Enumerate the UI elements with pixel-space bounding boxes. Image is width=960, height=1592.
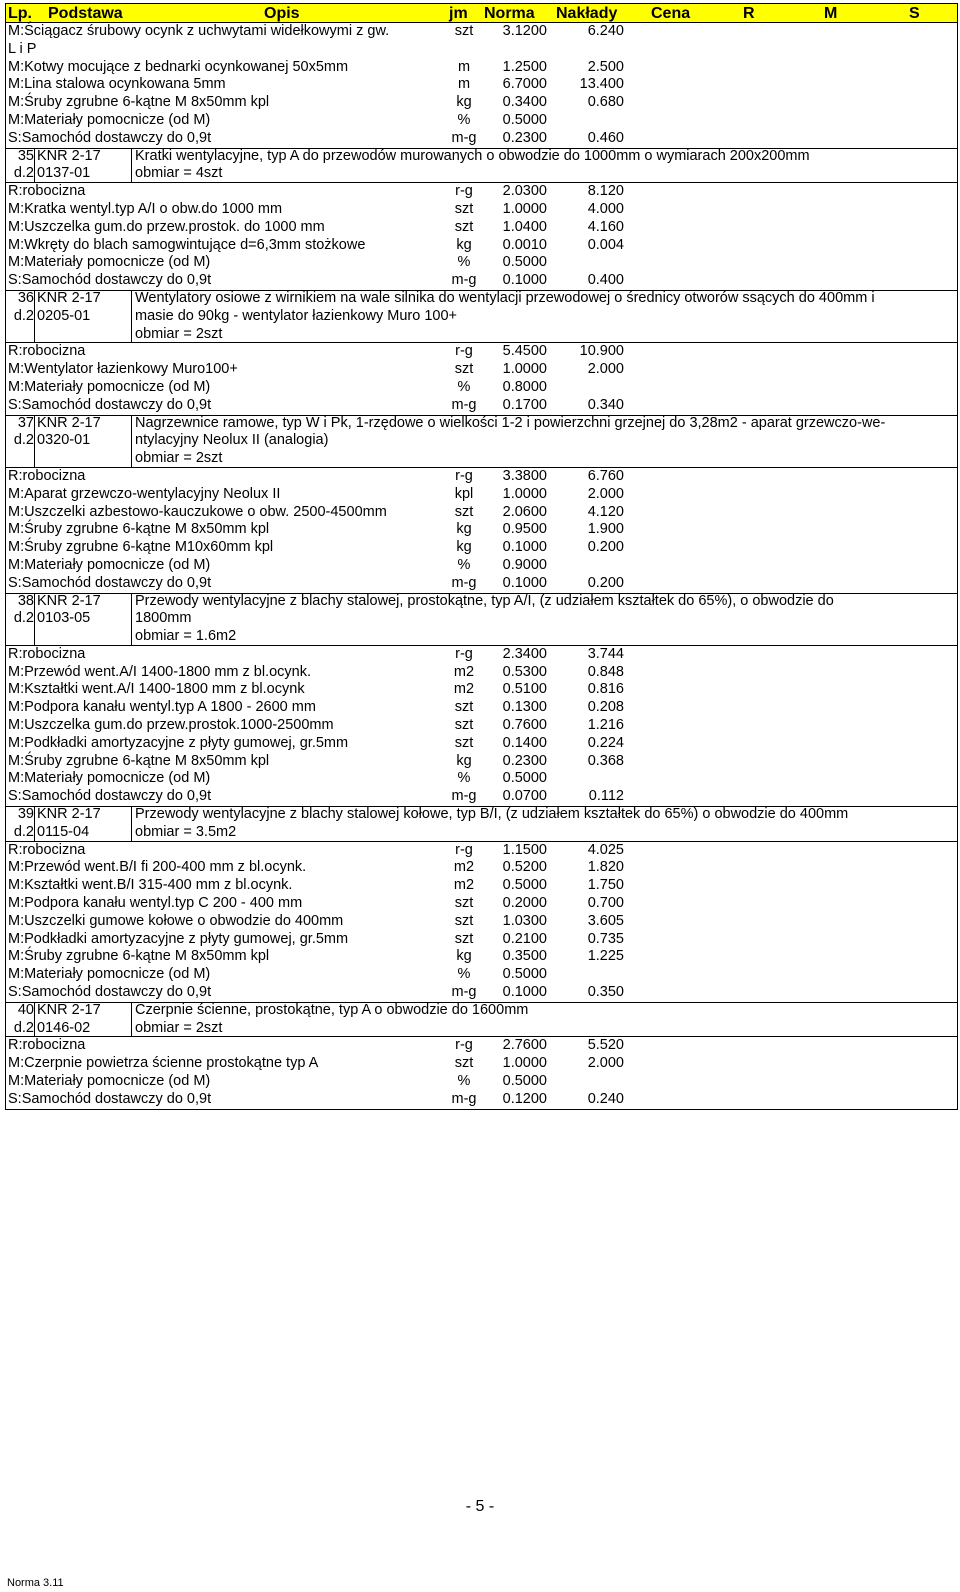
row-description: M:Materiały pomocnicze (od M) [8, 111, 211, 128]
row-expenditure: 4.160 [587, 218, 624, 235]
row-description: M:Materiały pomocnicze (od M) [8, 254, 211, 271]
position-divider [34, 148, 35, 184]
row-norm: 1.0400 [502, 218, 547, 235]
row-norm: 0.3400 [502, 94, 547, 111]
table-row [6, 931, 957, 949]
row-norm: 2.3400 [502, 645, 547, 662]
row-unit: m2 [453, 877, 475, 894]
position-divider [34, 1002, 35, 1038]
table-row [6, 770, 957, 788]
page-number: - 5 - [465, 1498, 495, 1515]
row-norm: 0.1400 [502, 734, 547, 751]
position-description: Kratki wentylacyjne, typ A do przewodów murowanych o obwodzie do 1000mm o wymiarach 200x200mm [135, 147, 810, 164]
quantity-measurement: obmiar = 4szt [135, 165, 223, 182]
position-description: Czerpnie ścienne, prostokątne, typ A o obwodzie do 1600mm [135, 1001, 529, 1018]
row-expenditure: 3.744 [587, 645, 624, 662]
row-norm: 0.3500 [502, 948, 547, 965]
row-expenditure: 13.400 [579, 76, 624, 93]
table-row [6, 1073, 957, 1091]
row-description: M:Wentylator łazienkowy Muro100+ [8, 361, 238, 378]
table-row [6, 237, 957, 255]
row-expenditure: 0.340 [587, 396, 624, 413]
row-expenditure: 0.224 [587, 734, 624, 751]
position-number: 39 [17, 806, 34, 823]
row-expenditure: 0.460 [587, 129, 624, 146]
position-block [6, 806, 957, 842]
position-description: 1800mm [135, 610, 192, 627]
table-row [6, 717, 957, 735]
row-norm: 0.5000 [502, 877, 547, 894]
table-row [6, 112, 957, 130]
row-norm: 0.5000 [502, 111, 547, 128]
position-suffix: d.2 [13, 307, 34, 324]
row-description: R:robocizna [8, 467, 86, 484]
row-norm: 0.8000 [502, 378, 547, 395]
table-row [6, 859, 957, 877]
row-description: M:Uszczelki azbestowo-kauczukowe o obw. 2500-4500mm [8, 503, 387, 520]
row-description: M:Śruby zgrubne 6-kątne M 8x50mm kpl [8, 521, 270, 538]
quantity-measurement: obmiar = 2szt [135, 450, 223, 467]
table-row [6, 130, 957, 148]
position-block [6, 148, 957, 184]
row-norm: 0.2000 [502, 895, 547, 912]
row-unit: kpl [454, 485, 474, 502]
position-basis: KNR 2-17 [37, 806, 101, 823]
row-norm: 0.2300 [502, 129, 547, 146]
row-expenditure: 0.004 [587, 236, 624, 253]
table-row [6, 539, 957, 557]
row-unit: szt [454, 699, 474, 716]
row-unit: m-g [451, 574, 477, 591]
row-norm: 1.0300 [502, 912, 547, 929]
row-norm: 0.1000 [502, 272, 547, 289]
row-description: M:Przewód went.A/I 1400-1800 mm z bl.ocynk. [8, 663, 312, 680]
row-expenditure: 0.735 [587, 930, 624, 947]
table-row [6, 468, 957, 486]
cost-estimate-page [5, 3, 958, 1110]
row-expenditure: 2.000 [587, 485, 624, 502]
row-description: M:Materiały pomocnicze (od M) [8, 378, 211, 395]
table-row [6, 219, 957, 237]
row-expenditure: 6.760 [587, 467, 624, 484]
position-number: 35 [17, 147, 34, 164]
table-row [6, 504, 957, 522]
row-expenditure: 5.520 [587, 1037, 624, 1054]
row-expenditure: 6.240 [587, 23, 624, 39]
row-unit: kg [456, 521, 472, 538]
table-row [6, 397, 957, 415]
quantity-measurement: obmiar = 3.5m2 [135, 823, 237, 840]
table-row [6, 913, 957, 931]
table-row [6, 59, 957, 77]
table-row [6, 699, 957, 717]
row-expenditure: 0.848 [587, 663, 624, 680]
row-norm: 1.0000 [502, 361, 547, 378]
row-norm: 0.9000 [502, 556, 547, 573]
position-basis: KNR 2-17 [37, 1001, 101, 1018]
position-basis-code: 0205-01 [37, 307, 91, 324]
row-description: S:Samochód dostawczy do 0,9t [8, 984, 212, 1001]
row-description: M:Lina stalowa ocynkowana 5mm [8, 76, 226, 93]
row-norm: 2.7600 [502, 1037, 547, 1054]
row-description: M:Ściągacz śrubowy ocynk z uchwytami widełkowymi z gw. [8, 23, 390, 39]
row-description: S:Samochód dostawczy do 0,9t [8, 788, 212, 805]
table-row [6, 343, 957, 361]
row-unit: szt [454, 895, 474, 912]
header-jm: jm [449, 5, 468, 22]
row-description: M:Śruby zgrubne 6-kątne M 8x50mm kpl [8, 752, 270, 769]
table-row [6, 379, 957, 397]
table-row [6, 521, 957, 539]
position-number: 40 [17, 1001, 34, 1018]
table-row [6, 94, 957, 112]
table-row [6, 664, 957, 682]
row-norm: 0.2300 [502, 752, 547, 769]
row-expenditure: 0.350 [587, 984, 624, 1001]
row-norm: 0.0700 [502, 788, 547, 805]
row-expenditure: 0.112 [588, 788, 624, 805]
position-description: Nagrzewnice ramowe, typ W i Pk, 1-rzędowe o wielkości 1-2 i powierzchni grzejnej do 3,28m2 - aparat grzewczo-we- [135, 414, 886, 431]
row-expenditure: 2.000 [587, 361, 624, 378]
row-norm: 0.5000 [502, 966, 547, 983]
row-unit: m2 [453, 681, 475, 698]
row-expenditure: 1.225 [587, 948, 624, 965]
row-unit: szt [454, 23, 474, 39]
row-norm: 0.1300 [502, 699, 547, 716]
row-expenditure: 1.750 [587, 877, 624, 894]
row-unit: kg [456, 236, 472, 253]
table-row [6, 1091, 957, 1109]
position-description: ntylacyjny Neolux II (analogia) [135, 432, 329, 449]
position-description: Przewody wentylacyjne z blachy stalowej, prostokątne, typ A/I, (z udziałem kształtek do 65%), o obwodzie do [135, 592, 834, 609]
row-unit: % [457, 378, 471, 395]
row-norm: 2.0600 [502, 503, 547, 520]
table-row [6, 646, 957, 664]
header-naklady: Nakłady [556, 5, 618, 22]
position-divider [131, 1002, 132, 1038]
row-norm: 0.0010 [502, 236, 547, 253]
position-description: masie do 90kg - wentylator łazienkowy Muro 100+ [135, 307, 457, 324]
row-expenditure: 0.680 [587, 94, 624, 111]
position-block [6, 415, 957, 468]
position-basis-code: 0103-05 [37, 610, 91, 627]
row-norm: 0.2100 [502, 930, 547, 947]
position-suffix: d.2 [13, 432, 34, 449]
row-expenditure: 0.400 [587, 272, 624, 289]
row-unit: m2 [453, 859, 475, 876]
position-number: 36 [17, 289, 34, 306]
position-basis: KNR 2-17 [37, 414, 101, 431]
row-unit: m-g [451, 984, 477, 1001]
table-row [6, 1055, 957, 1073]
table-row [6, 575, 957, 593]
row-expenditure: 4.120 [587, 503, 624, 520]
table-row [6, 486, 957, 504]
row-norm: 0.1000 [502, 574, 547, 591]
row-expenditure: 0.816 [587, 681, 624, 698]
position-basis-code: 0137-01 [37, 165, 91, 182]
row-expenditure: 8.120 [587, 183, 624, 200]
row-expenditure: 4.025 [587, 841, 624, 858]
row-unit: szt [454, 930, 474, 947]
row-unit: szt [454, 361, 474, 378]
row-norm: 6.7000 [502, 76, 547, 93]
position-number: 37 [17, 414, 34, 431]
row-norm: 0.1000 [502, 984, 547, 1001]
row-unit: szt [454, 1055, 474, 1072]
row-unit: % [457, 966, 471, 983]
row-norm: 0.5000 [502, 254, 547, 271]
row-unit: szt [454, 734, 474, 751]
row-unit: szt [454, 912, 474, 929]
row-norm: 0.5000 [502, 1073, 547, 1090]
position-suffix: d.2 [13, 610, 34, 627]
table-row [6, 361, 957, 379]
row-norm: 0.7600 [502, 717, 547, 734]
row-description: M:Wkręty do blach samogwintujące d=6,3mm stożkowe [8, 236, 366, 253]
row-description: M:Podkładki amortyzacyjne z płyty gumowej, gr.5mm [8, 734, 349, 751]
row-description: S:Samochód dostawczy do 0,9t [8, 574, 212, 591]
position-divider [131, 806, 132, 842]
row-description: S:Samochód dostawczy do 0,9t [8, 272, 212, 289]
row-description: L i P [8, 40, 37, 57]
row-description: M:Podkładki amortyzacyjne z płyty gumowej, gr.5mm [8, 930, 349, 947]
row-description: M:Uszczelka gum.do przew.prostok. do 1000 mm [8, 218, 325, 235]
row-description: R:robocizna [8, 841, 86, 858]
row-unit: r-g [455, 645, 473, 662]
row-description: M:Materiały pomocnicze (od M) [8, 966, 211, 983]
table-row [6, 681, 957, 699]
header-opis: Opis [264, 5, 300, 22]
table-row [6, 41, 957, 59]
table-row [6, 557, 957, 575]
position-divider [34, 415, 35, 468]
position-basis: KNR 2-17 [37, 147, 101, 164]
position-divider [131, 415, 132, 468]
row-description: M:Śruby zgrubne 6-kątne M 8x50mm kpl [8, 948, 270, 965]
row-expenditure: 3.605 [587, 912, 624, 929]
row-description: R:robocizna [8, 343, 86, 360]
table-header [5, 3, 958, 23]
table-body [5, 23, 958, 1110]
row-description: R:robocizna [8, 183, 86, 200]
position-suffix: d.2 [13, 165, 34, 182]
row-norm: 0.5000 [502, 770, 547, 787]
row-norm: 0.1700 [502, 396, 547, 413]
position-description: Przewody wentylacyjne z blachy stalowej kołowe, typ B/I, (z udziałem kształtek do 65%) o obwodzie do 400mm [135, 806, 849, 823]
row-unit: kg [456, 94, 472, 111]
row-expenditure: 1.820 [587, 859, 624, 876]
row-expenditure: 0.240 [587, 1090, 624, 1107]
quantity-measurement: obmiar = 1.6m2 [135, 628, 237, 645]
row-unit: m-g [451, 272, 477, 289]
row-expenditure: 1.216 [587, 717, 624, 734]
row-unit: kg [456, 539, 472, 556]
position-block [6, 290, 957, 343]
row-expenditure: 10.900 [579, 343, 624, 360]
row-description: M:Kotwy mocujące z bednarki ocynkowanej 50x5mm [8, 58, 349, 75]
row-norm: 1.2500 [502, 58, 547, 75]
position-number: 38 [17, 592, 34, 609]
position-divider [131, 593, 132, 646]
row-description: S:Samochód dostawczy do 0,9t [8, 129, 212, 146]
row-norm: 5.4500 [502, 343, 547, 360]
row-unit: kg [456, 948, 472, 965]
row-unit: m-g [451, 396, 477, 413]
table-row [6, 842, 957, 860]
position-divider [131, 148, 132, 184]
header-podstawa: Podstawa [48, 5, 123, 22]
row-expenditure: 2.500 [587, 58, 624, 75]
row-description: M:Uszczelka gum.do przew.prostok.1000-2500mm [8, 717, 334, 734]
row-unit: % [457, 1073, 471, 1090]
row-unit: m [457, 76, 471, 93]
row-expenditure: 1.900 [587, 521, 624, 538]
row-description: M:Czerpnie powietrza ścienne prostokątne typ A [8, 1055, 319, 1072]
table-row [6, 984, 957, 1002]
row-unit: % [457, 111, 471, 128]
row-description: M:Kształtki went.B/I 315-400 mm z bl.ocynk. [8, 877, 293, 894]
header-s: S [909, 5, 920, 22]
row-unit: r-g [455, 467, 473, 484]
row-norm: 1.0000 [502, 1055, 547, 1072]
position-basis-code: 0320-01 [37, 432, 91, 449]
table-row [6, 877, 957, 895]
table-row [6, 753, 957, 771]
row-unit: m2 [453, 663, 475, 680]
row-expenditure: 0.208 [587, 699, 624, 716]
row-unit: r-g [455, 183, 473, 200]
row-unit: szt [454, 218, 474, 235]
position-divider [34, 593, 35, 646]
header-lp: Lp. [8, 5, 32, 22]
row-expenditure: 0.368 [587, 752, 624, 769]
table-row [6, 948, 957, 966]
row-norm: 0.5200 [502, 859, 547, 876]
row-unit: szt [454, 200, 474, 217]
row-unit: r-g [455, 1037, 473, 1054]
position-basis: KNR 2-17 [37, 592, 101, 609]
row-description: M:Kształtki went.A/I 1400-1800 mm z bl.ocynk [8, 681, 305, 698]
software-version: Norma 3.11 [7, 1577, 64, 1589]
row-norm: 0.5100 [502, 681, 547, 698]
row-description: M:Uszczelki gumowe kołowe o obwodzie do 400mm [8, 912, 344, 929]
position-block [6, 1002, 957, 1038]
header-r: R [743, 5, 755, 22]
position-basis-code: 0146-02 [37, 1019, 91, 1036]
table-row [6, 895, 957, 913]
row-unit: szt [454, 717, 474, 734]
position-suffix: d.2 [13, 823, 34, 840]
row-norm: 0.9500 [502, 521, 547, 538]
row-expenditure: 0.700 [587, 895, 624, 912]
table-row [6, 272, 957, 290]
row-expenditure: 0.200 [587, 574, 624, 591]
row-norm: 1.0000 [502, 200, 547, 217]
row-unit: % [457, 254, 471, 271]
table-row [6, 201, 957, 219]
row-unit: szt [454, 503, 474, 520]
table-row [6, 966, 957, 984]
position-block [6, 593, 957, 646]
position-divider [34, 806, 35, 842]
row-unit: % [457, 770, 471, 787]
row-norm: 0.1000 [502, 539, 547, 556]
row-norm: 0.5300 [502, 663, 547, 680]
position-description: Wentylatory osiowe z wirnikiem na wale silnika do wentylacji przewodowej o średnicy otworów ssących do 400mm i [135, 289, 875, 306]
row-unit: kg [456, 752, 472, 769]
row-unit: m-g [451, 1090, 477, 1107]
row-unit: m-g [451, 788, 477, 805]
position-basis: KNR 2-17 [37, 289, 101, 306]
position-suffix: d.2 [13, 1019, 34, 1036]
table-row [6, 788, 957, 806]
header-cena: Cena [651, 5, 691, 22]
row-description: M:Śruby zgrubne 6-kątne M10x60mm kpl [8, 539, 274, 556]
row-unit: % [457, 556, 471, 573]
row-description: M:Śruby zgrubne 6-kątne M 8x50mm kpl [8, 94, 270, 111]
table-row [6, 183, 957, 201]
row-unit: m-g [451, 129, 477, 146]
row-norm: 3.1200 [502, 23, 547, 39]
row-unit: r-g [455, 841, 473, 858]
position-divider [131, 290, 132, 343]
row-description: M:Podpora kanału wentyl.typ C 200 - 400 mm [8, 895, 303, 912]
row-norm: 2.0300 [502, 183, 547, 200]
position-divider [34, 290, 35, 343]
row-norm: 1.0000 [502, 485, 547, 502]
row-expenditure: 2.000 [587, 1055, 624, 1072]
quantity-measurement: obmiar = 2szt [135, 325, 223, 342]
table-row [6, 76, 957, 94]
row-description: M:Podpora kanału wentyl.typ A 1800 - 2600 mm [8, 699, 316, 716]
row-description: R:robocizna [8, 645, 86, 662]
row-expenditure: 4.000 [587, 200, 624, 217]
table-row [6, 735, 957, 753]
row-description: M:Aparat grzewczo-wentylacyjny Neolux II [8, 485, 281, 502]
position-basis-code: 0115-04 [37, 823, 90, 840]
row-description: S:Samochód dostawczy do 0,9t [8, 396, 212, 413]
quantity-measurement: obmiar = 2szt [135, 1019, 223, 1036]
row-description: M:Kratka wentyl.typ A/I o obw.do 1000 mm [8, 200, 283, 217]
row-description: S:Samochód dostawczy do 0,9t [8, 1090, 212, 1107]
row-norm: 0.1200 [502, 1090, 547, 1107]
row-norm: 1.1500 [502, 841, 547, 858]
row-description: M:Materiały pomocnicze (od M) [8, 556, 211, 573]
row-description: M:Przewód went.B/I fi 200-400 mm z bl.ocynk. [8, 859, 307, 876]
table-row [6, 1037, 957, 1055]
row-norm: 3.3800 [502, 467, 547, 484]
row-expenditure: 0.200 [587, 539, 624, 556]
row-description: R:robocizna [8, 1037, 86, 1054]
header-norma: Norma [484, 5, 535, 22]
row-description: M:Materiały pomocnicze (od M) [8, 770, 211, 787]
header-m: M [824, 5, 838, 22]
row-unit: m [457, 58, 471, 75]
table-row [6, 254, 957, 272]
table-row [6, 23, 957, 41]
row-unit: r-g [455, 343, 473, 360]
row-description: M:Materiały pomocnicze (od M) [8, 1073, 211, 1090]
